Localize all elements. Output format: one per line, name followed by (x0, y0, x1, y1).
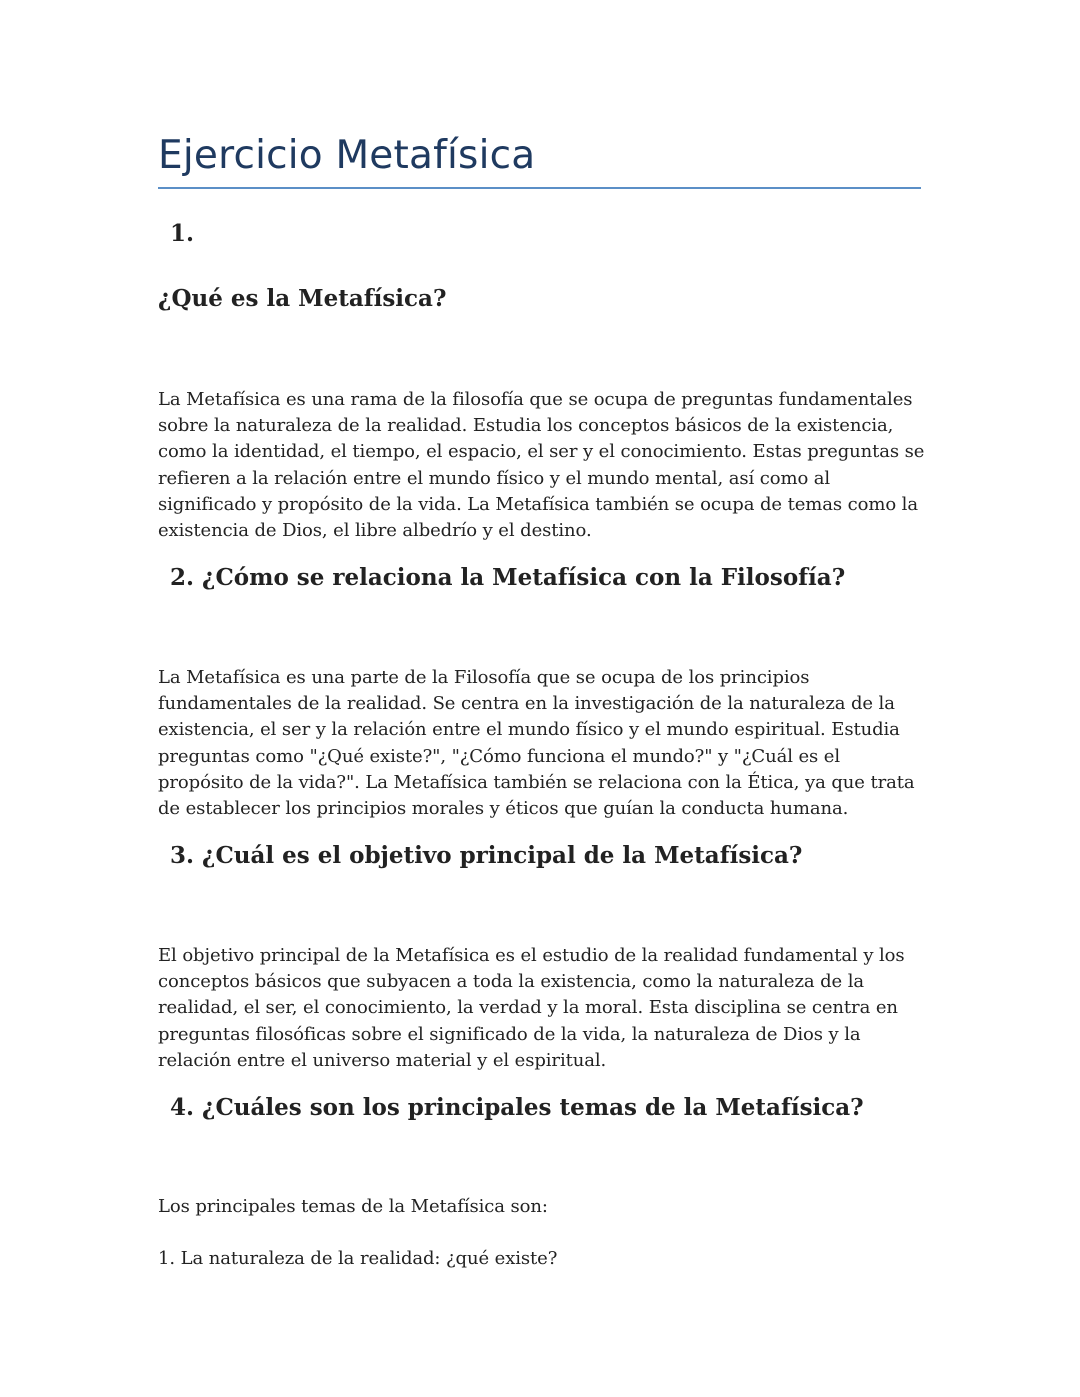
section-2-heading (170, 563, 845, 593)
section-4-question: ¿Cuáles son los principales temas de la Metafísica? (202, 1094, 864, 1121)
section-3-number: 3. (170, 842, 195, 869)
section-1-answer: La Metafísica es una rama de la filosofía que se ocupa de preguntas fundamentales sobre la naturaleza de la realidad. Estudia los conceptos básicos de la existencia, como la identidad, el tiempo, el espacio, el ser y el conocimiento. Estas preguntas se refieren a la relación entre el mundo físico y el mundo mental, así como al significado y propósito de la vida. La Metafísica también se ocupa de temas como la existencia de Dios, el libre albedrío y el destino. (158, 389, 925, 542)
section-3-answer: El objetivo principal de la Metafísica es el estudio de la realidad fundamental y los conceptos básicos que subyacen a toda la existencia, como la naturaleza de la realidad, el ser, el conocimiento, la verdad y la moral. Esta disciplina se centra en preguntas filosóficas sobre el significado de la vida, la naturaleza de Dios y la relación entre el universo material y el espiritual. (158, 945, 905, 1071)
section-2-answer: La Metafísica es una parte de la Filosofía que se ocupa de los principios fundamentales de la realidad. Se centra en la investigación de la naturaleza de la existencia, el ser y la relación entre el mundo físico y el mundo espiritual. Estudia preguntas como "¿Qué existe?", "¿Cómo funciona el mundo?" y "¿Cuál es el propósito de la vida?". La Metafísica también se relaciona con la Ética, ya que trata de establecer los principios morales y éticos que guían la conducta humana. (158, 667, 915, 820)
section-4-number: 4. (170, 1094, 195, 1121)
section-1-question: ¿Qué es la Metafísica? (158, 285, 447, 312)
section-4-answer: Los principales temas de la Metafísica son: (158, 1196, 548, 1217)
section-3-question: ¿Cuál es el objetivo principal de la Metafísica? (202, 842, 803, 869)
document-title: Ejercicio Metafísica (158, 133, 536, 178)
title-underline (158, 187, 921, 189)
section-4-list-item-1: 1. La naturaleza de la realidad: ¿qué existe? (158, 1248, 558, 1269)
section-1-number: 1. (170, 220, 195, 247)
section-2-number: 2. (170, 564, 195, 591)
section-4-heading (170, 1093, 864, 1123)
section-3-heading (170, 841, 802, 871)
section-2-question: ¿Cómo se relaciona la Metafísica con la Filosofía? (202, 564, 846, 591)
